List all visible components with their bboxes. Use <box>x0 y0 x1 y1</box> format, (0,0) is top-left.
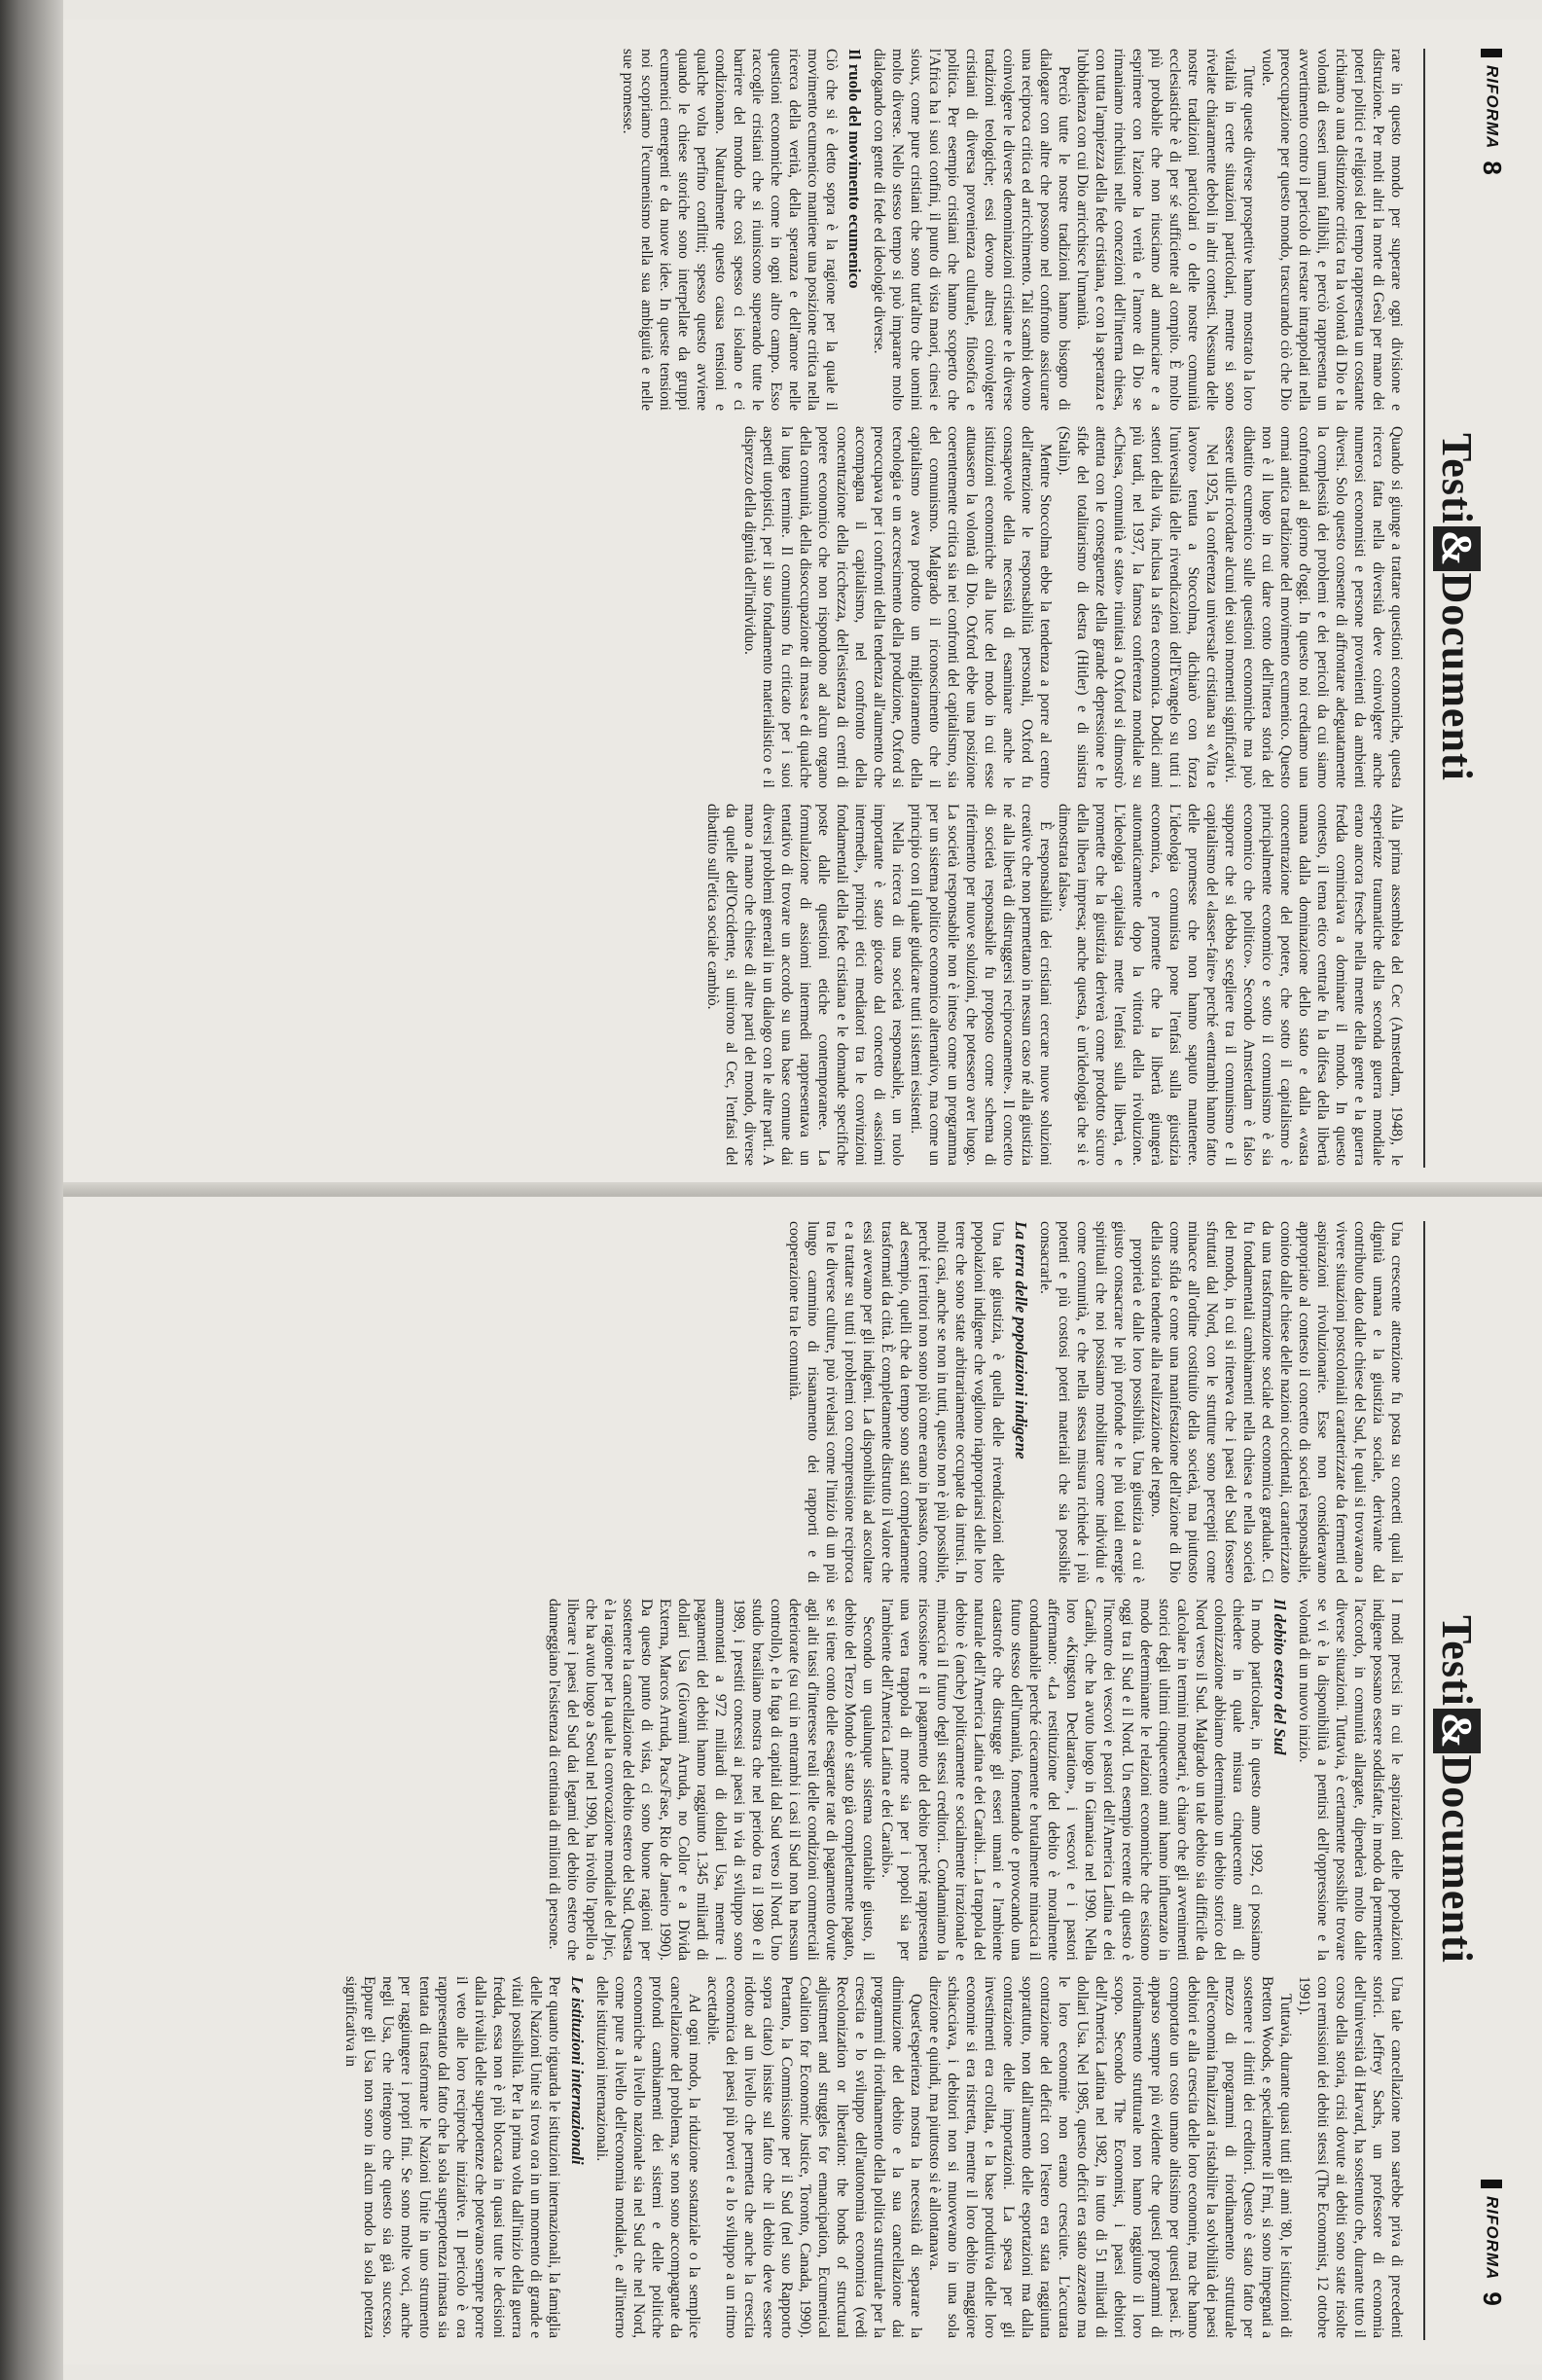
subheading: Il ruolo del movimento ecumenico <box>845 49 864 289</box>
paragraph: Una crescente attenzione fu posta su concetti quali la dignità umana e la giustizia sociale, derivante dal contributo dato dalle chiese del Sud, le quali si trovavano a vivere situazioni postcoloniali caratterizzate da fermenti ed aspirazioni rivoluzionarie. Esse non consideravano appropriato al contesto il concetto di società responsabile, conioto dalle chiese delle nazioni occidentali, caratterizzato da una trasformazione sociale ed economica graduale. Ci fu fondamentali cambiamenti nella chiesa e nella società del mondo, in cui si riteneva che i paesi del Sud fossero sfruttati dal Nord, con le strutture sono percepiti come minacce all'ordine costituito della società, ma piuttosto come sfida e come una manifestazione dell'azione di Dio della storia tendente alla realizzazione del regno. <box>1148 1221 1405 1583</box>
paragraph: Tuttavia, durante quasi tutti gli anni '80, le istituzioni di Bretton Woods, e specialmente il Fmi, si sono impegnati a sostenere i diritti dei creditori. Questo è stato fatto per mezzo di programmi di riordinamento strutturale dell'economia finalizzati a ristabilire la solvibilità dei paesi debitori e alla crescita delle loro economie, ma che hanno comportato un costo umano altissimo per questi paesi. È apparso sempre più evidente che questi programmi di riordinamento strutturale non hanno raggiunto il loro scopo. Secondo The Economist, i paesi debitori dell'America Latina nel 1982, in tutto di 51 miliardi di dollari Usa. Nel 1985, questo deficit era stato azzerato ma le loro economie non erano cresciute. L'accurata contrazione del deficit con l'estero era stata raggiunta soprattutto, non dall'aumento delle esportazioni ma dalla contrazione delle importazioni. La spesa per gli investimenti era crollata, e la base produttiva delle loro economie si era ristretta, mentre il loro debito maggiore schiacciava, i debitori non si muovevano in una sola direzione e quindi, ma piuttosto si è allontanava. <box>926 1976 1294 2338</box>
scanner-shadow-edge <box>0 0 63 2380</box>
magazine-name: RIFORMA <box>1483 2196 1502 2281</box>
page-number: 8 <box>1478 161 1507 175</box>
column-3 <box>83 804 1406 1166</box>
section-title-ampersand: & <box>1433 1709 1481 1753</box>
section-title-word-2: Documenti <box>1433 572 1481 781</box>
paragraph: In modo particolare, in questo anno 1992, ci possiamo chiedere in quale misura cinquecento anni di colonizzazione abbiamo determinato un debito storico del Nord verso il Sud. Malgrado un tale debito sia difficile da calcolare in termini monetari, è chiaro che gli avvenimenti storici degli ultimi cinquecento anni hanno influenzato in modo determinante le relazioni economiche che esistono oggi tra il Sud e il Nord. Un esempio recente di questo è l'incontro dei vescovi e pastori dell'America Latina e dei Caraibi, che ha avuto luogo in Giamaica nel 1990. Nella loro «Kingston Declaration», i vescovi e i pastori affermano: «La restituzione del debito è moralmente condannabile perché ciecamente e brutalmente minaccia il futuro stesso dell'umanità, fomentando e provocando una catastrofe che distrugge gli esseri umani e l'ambiente naturale dell'America Latina e dei Caraibi... La trappola del debito è (anche) politicamente e socialmente irrazionale e minaccia il futuro degli stessi creditori... Condanniamo la riscossione e il pagamento del debito perché rappresenta una vera trappola di morte sia per i popoli sia per l'ambiente dell'America Latina e dei Caraibi». <box>879 1599 1265 1961</box>
left-page <box>0 19 1542 1192</box>
subheading: Le istituzioni internazionali <box>568 1976 587 2165</box>
paragraph: Una tale giustizia, è quella delle rivendicazioni delle popolazioni indigene che vogliono riappropriarsi delle loro terre che sono state arbitrariamente occupate da intrusi. In molti casi, anche se non in tutti, questo non è più possibile, perché i territori non sono più come erano in passato, come ad esempio, quelli che da tempo sono stati completamente trasformati da città. È completamente distrutto il valore che essi avevano per gli indigeni. La disponibilità ad ascoltare e a trattare su tutti i problemi con comprensione reciproca tra le diverse culture, può rivelarsi come l'inizio di un più lungo cammino di risanamento dei rapporti e di cooperazione tra le comunità. <box>786 1221 1006 1583</box>
page-number: 9 <box>1478 2291 1507 2306</box>
column-1 <box>83 49 1406 411</box>
section-title-word-1: Testi <box>1433 433 1481 524</box>
column-4 <box>83 1221 1406 1583</box>
section-title-ampersand: & <box>1433 526 1481 571</box>
section-title <box>1432 433 1482 781</box>
column-5 <box>83 1599 1406 1961</box>
magazine-name: RIFORMA <box>1483 65 1502 150</box>
left-folio <box>1477 49 1507 175</box>
paragraph: Secondo un qualunque sistema contabile giusto, il debito del Terzo Mondo è stato già completamente pagato, se si tiene conto delle esagerate rate di pagamento dovute agli alti tassi d'interesse reali delle condizioni commerciali deteriorate (su cui in entrambi i casi il Sud non ha nessun controllo), e la fuga di capitali dal Sud verso il Nord. Uno studio brasiliano mostra che nel periodo tra il 1980 e il 1989, i prestiti concessi ai paesi in via di sviluppo sono ammontati a 972 miliardi di dollari Usa, mentre i pagamenti del debiti hanno raggiunto 1.345 miliardi di dollari Usa (Giovanni Arruda, no Collor e a Dívida Externa, Marcos Arruda, Pacs/Fase, Rio de Janeiro 1990). Da questo punto di vista, ci sono buone ragioni per sostenere la cancellazione del debito estero del Sud. Questa è la ragione per la quale la convocazione mondiale del Jpic, che ha avuto luogo a Seoul nel 1990, ha rivolto l'appello a liberare i paesi del Sud dai legami del debito estero che danneggiano l'esistenza di centinaia di milioni di persone. <box>546 1599 877 1961</box>
paragraph: Per quanto riguarda le istituzioni internazionali, la famiglia delle Nazioni Unite si trova ora in un momento di grande e vitali possibilità. Per la prima volta dall'inizio della guerra fredda, essa non è più bloccata in quasi tutte le decisioni dalla rivalità delle superpotenze che potevano sempre porre il veto alle loro reciproche iniziative. Il pericolo è ora rappresentato dal fatto che la sola superpotenza rimasta sia tentata di trasformare le Nazioni Unite in uno strumento per raggiungere i propri fini. Se sono molte voci, anche negli Usa, che ritengono che questo sia già successo. Eppure gli Usa non sono in alcun modo la sola potenza significativa in <box>342 1976 562 2338</box>
folio-bar <box>1482 49 1503 57</box>
folio-bar <box>1482 2180 1503 2188</box>
paragraph: rare in questo mondo per superare ogni divisione e distruzione. Per molti altri la morte di Gesù per mano dei poteri politici e religiosi del tempo rappresenta un costante richiamo a una distinzione critica tra la volontà di Dio e la volontà di esseri umani fallibili, e perciò rappresenta un avvertimento contro il pericolo di restare intrappolati nella preoccupazione per questo mondo, trascurando ciò che Dio vuole. <box>1259 49 1405 411</box>
header-rule <box>1423 1221 1425 2340</box>
subheading: La terra delle popolazioni indigene <box>1012 1221 1030 1460</box>
section-title-word-1: Testi <box>1433 1615 1481 1707</box>
paragraph: Una tale cancellazione non sarebbe priva di precedenti storici. Jeffrey Sachs, un professore di economia dell'università di Harvard, ha sostenuto che, durante tutto il corso della storia, crisi dovute ai debiti sono state risolte con remissioni dei debiti stessi (The Economist, 12 ottobre 1991). <box>1296 1976 1405 2338</box>
paragraph: Alla prima assemblea del Cec (Amsterdam, 1948), le esperienze traumatiche della seconda guerra mondiale erano ancora fresche nella mente della gente e la guerra fredda cominciava a dominare il mondo. In questo contesto, il tema etico centrale fu la difesa della libertà umana dalla dominazione dello stato e dalla «vasta concentrazione del potere, che sotto il capitalismo è principalmente economico e sotto il comunismo è sia economico che politico». Secondo Amsterdam è falso supporre che si debba scegliere tra il comunismo e il capitalismo del «lasser-faire» perché «entrambi hanno fatto delle promesse che non hanno saputo mantenere. L'ideologia comunista pone l'enfasi sulla giustizia economica, e promette che la libertà giungerà automaticamente dopo la vittoria della rivoluzione. L'ideologia capitalista mette l'enfasi sulla libertà, e promette che la giustizia deriverà come prodotto sicuro della libera impresa; anche questa, è un'ideologia che si è dimostrata falsa». <box>1056 804 1405 1166</box>
subheading: Il debito estero del Sud <box>1271 1599 1289 1755</box>
paragraph: È responsabilità dei cristiani cercare nuove soluzioni creative che non permettano in nessun caso né alla giustizia né alla libertà di distruggersi reciprocamente». Il concetto di società responsabile fu proposto come schema di riferimento per nuove soluzioni, che potessero aver luogo. La società responsabile non è inteso come un programma per un sistema politico economico alternativo, ma come un principio con il quale giudicare tutti i sistemi esistenti. <box>908 804 1054 1166</box>
paragraph: Quando si giunge a trattare questioni economiche, questa ricerca fatta nella diversità deve coinvolgere anche numerosi economisti e persone provenienti da ambienti diversi. Solo questo consente di affrontare adeguatamente la complessità dei problemi e dei pericoli da cui siamo confrontati al giorno d'oggi. In questo noi crediamo una ormai antica tradizione del movimento ecumenico. Questo non è il luogo in cui dare conto dell'intera storia del dibattito ecumenico sulle questioni economiche ma può essere utile ricordare alcuni dei suoi momenti significativi. <box>1222 426 1405 788</box>
paragraph: Perciò tutte le nostre tradizioni hanno bisogno di dialogare con altre che possono nel confronto assicurare una reciproca critica ed arricchimento. Tali scambi devono coinvolgere le diverse denominazioni cristiane e le diverse tradizioni teologiche; essi devono altresì coinvolgere cristiani di diversa provenienza culturale, filosofica e politica. Per esempio cristiani che hanno scoperto che l'Africa ha i suoi confini, il punto di vista maori, cinesi e sioux, come pure cristiani che sono tutt'altro che uomini molto diverse. Nello stesso tempo si può imparare molto dialogando con gente di fede ed ideologie diverse. <box>871 49 1072 411</box>
section-title-word-2: Documenti <box>1433 1754 1481 1964</box>
paragraph: Nel 1925, la conferenza universale cristiana su «Vita e lavoro» tenuta a Stoccolma, dichiarò con forza l'universalità delle rivendicazioni dell'Evangelo su tutti i settori della vita, inclusa la sfera economica. Dodici anni più tardi, nel 1937, la famosa conferenza mondiale su «Chiesa, comunità e stato» riunitasi a Oxford si dimostrò attenta con le conseguenze della grande depressione e le sfide del totalitarismo di destra (Hitler) e di sinistra (Stalin). <box>1056 426 1220 788</box>
right-folio <box>1477 2180 1507 2306</box>
paragraph: Nella ricerca di una società responsabile, un ruolo importante è stato giocato dal concetto di «assiomi intermedi», principi etici mediatori tra le convinzioni fondamentali della fede cristiana e le domande specifiche poste dalle questioni etiche contemporanee. La formulazione di assiomi intermedi rappresentava un tentativo di trovare un accordo su una base comune dai diversi problemi generali in un dialogo con le altre parti. A mano a mano che chiese di altre parti del mondo, diverse da quelle dell'Occidente, si unirono al Cec, l'enfasi del dibattito sull'etica sociale cambiò. <box>704 804 906 1166</box>
paragraph: Ad ogni modo, la riduzione sostanziale o la semplice cancellazione del problema, se non sono accompagnate da profondi cambiamenti dei sistemi e delle politiche economiche a livello nazionale sia nel Sud che nel Nord, come pure a livello dell'economia mondiale, e all'interno delle istituzioni internazionali. <box>593 1976 702 2338</box>
header-rule <box>1423 49 1425 1168</box>
section-title <box>1432 1615 1482 1964</box>
paragraph: Mentre Stoccolma ebbe la tendenza a porre al centro dell'attenzione le responsabilità personali, Oxford fu consapevole della necessità di esaminare anche le istituzioni economiche alla luce del modo in cui esse attuassero la volontà di Dio. Oxford ebbe una posizione coerentemente critica sia nei confronti del capitalismo, sia del comunismo. Malgrado il riconoscimento che il capitalismo aveva prodotto un miglioramento della tecnologia e un accrescimento della produzione, Oxford si preoccupava per i confronti della tendenza all'aumento che accompagna il capitalismo, nel confronto della concentrazione della ricchezza, dell'esistenza di centri di potere economico che non rispondono ad alcun organo della comunità, della disoccupazione di massa e di qualche la lunga termine. Il comunismo fu criticato per i suoi aspetti utopistici, per il suo fondamento materialistico e il disprezzo della dignità dell'individuo. <box>741 426 1054 788</box>
paragraph: Tutte queste diverse prospettive hanno mostrato la loro vitalità in certe situazioni particolari, mentre si sono rivelate chiaramente deboli in altri contesti. Nessuna delle nostre tradizioni particolari o delle nostre comunità ecclesiastiche è di per sé sufficiente al compito. È molto più probabile che non riusciamo ad annunciare e a esprimere con l'azione la verità e l'amore di Dio se rimaniamo rinchiusi nelle concezioni dell'interna chiesa, con tutta l'ampiezza della fede cristiana, e con la speranza e l'ubbidienza con cui Dio arricchisce l'umanità. <box>1074 49 1257 411</box>
paragraph: Quest'esperienza mostra la necessità di separare la diminuzione del debito e la sua cancellazione dai programmi di riordinamento della politica strutturale per la crescita e lo sviluppo dell'autonomia economica (vedi Recolonization or liberation: the bonds of structural adjustment and struggles for emancipation, Ecumenical Coalition for Economic Justice, Toronto, Canada, 1990). Pertanto, la Commissione per il Sud (nel suo Rapporto sopra citato) insiste sul fatto che il debito deve essere ridotto ad un livello che permetta che anche la crescita economica dei paesi più poveri e a lo sviluppo a un ritmo accettabile. <box>704 1976 924 2338</box>
paragraph: proprietà e dalle loro possibilità. Una giustizia a cui è giusto consacrare le più profonde e le più totali energie spirituali che noi possiamo mobilitare come individui e come comunità, e che nella stessa misura richiede i più potenti e più costosi poteri materiali che sia possibile consacrarle. <box>1037 1221 1146 1583</box>
paragraph: I modi precisi in cui le aspirazioni delle popolazioni indigene possano essere soddisfatte, in modo da permettere l'accordo, in comunità allargate, dipenderà molto dalle diverse situazioni. Tuttavia, è certamente possibile trovare se vi è la disponibilità a pentirsi dell'oppressione e la volontà di un nuovo inizio. <box>1296 1599 1405 1961</box>
column-2 <box>83 426 1406 788</box>
paragraph: Ciò che si è detto sopra è la ragione per la quale il movimento ecumenico mantiene una posizione critica nella ricerca della verità, della speranza e dell'amore nelle questioni economiche come in ogni altro campo. Esso raccoglie cristiani che si riuniscono superando tutte le barriere del mondo che così spesso ci isolano e ci condizionano. Naturalmente questo causa tensioni e qualche volta perfino conflitti; spesso questo avviene quando le chiese storiche sono interpellate da gruppi ecumenici emergenti e da nuove idee. In queste tensioni noi scopriamo l'ecumenismo nella sua ambiguità e nelle sue promesse. <box>620 49 840 411</box>
right-page <box>0 1197 1542 2364</box>
column-6 <box>83 1976 1406 2338</box>
